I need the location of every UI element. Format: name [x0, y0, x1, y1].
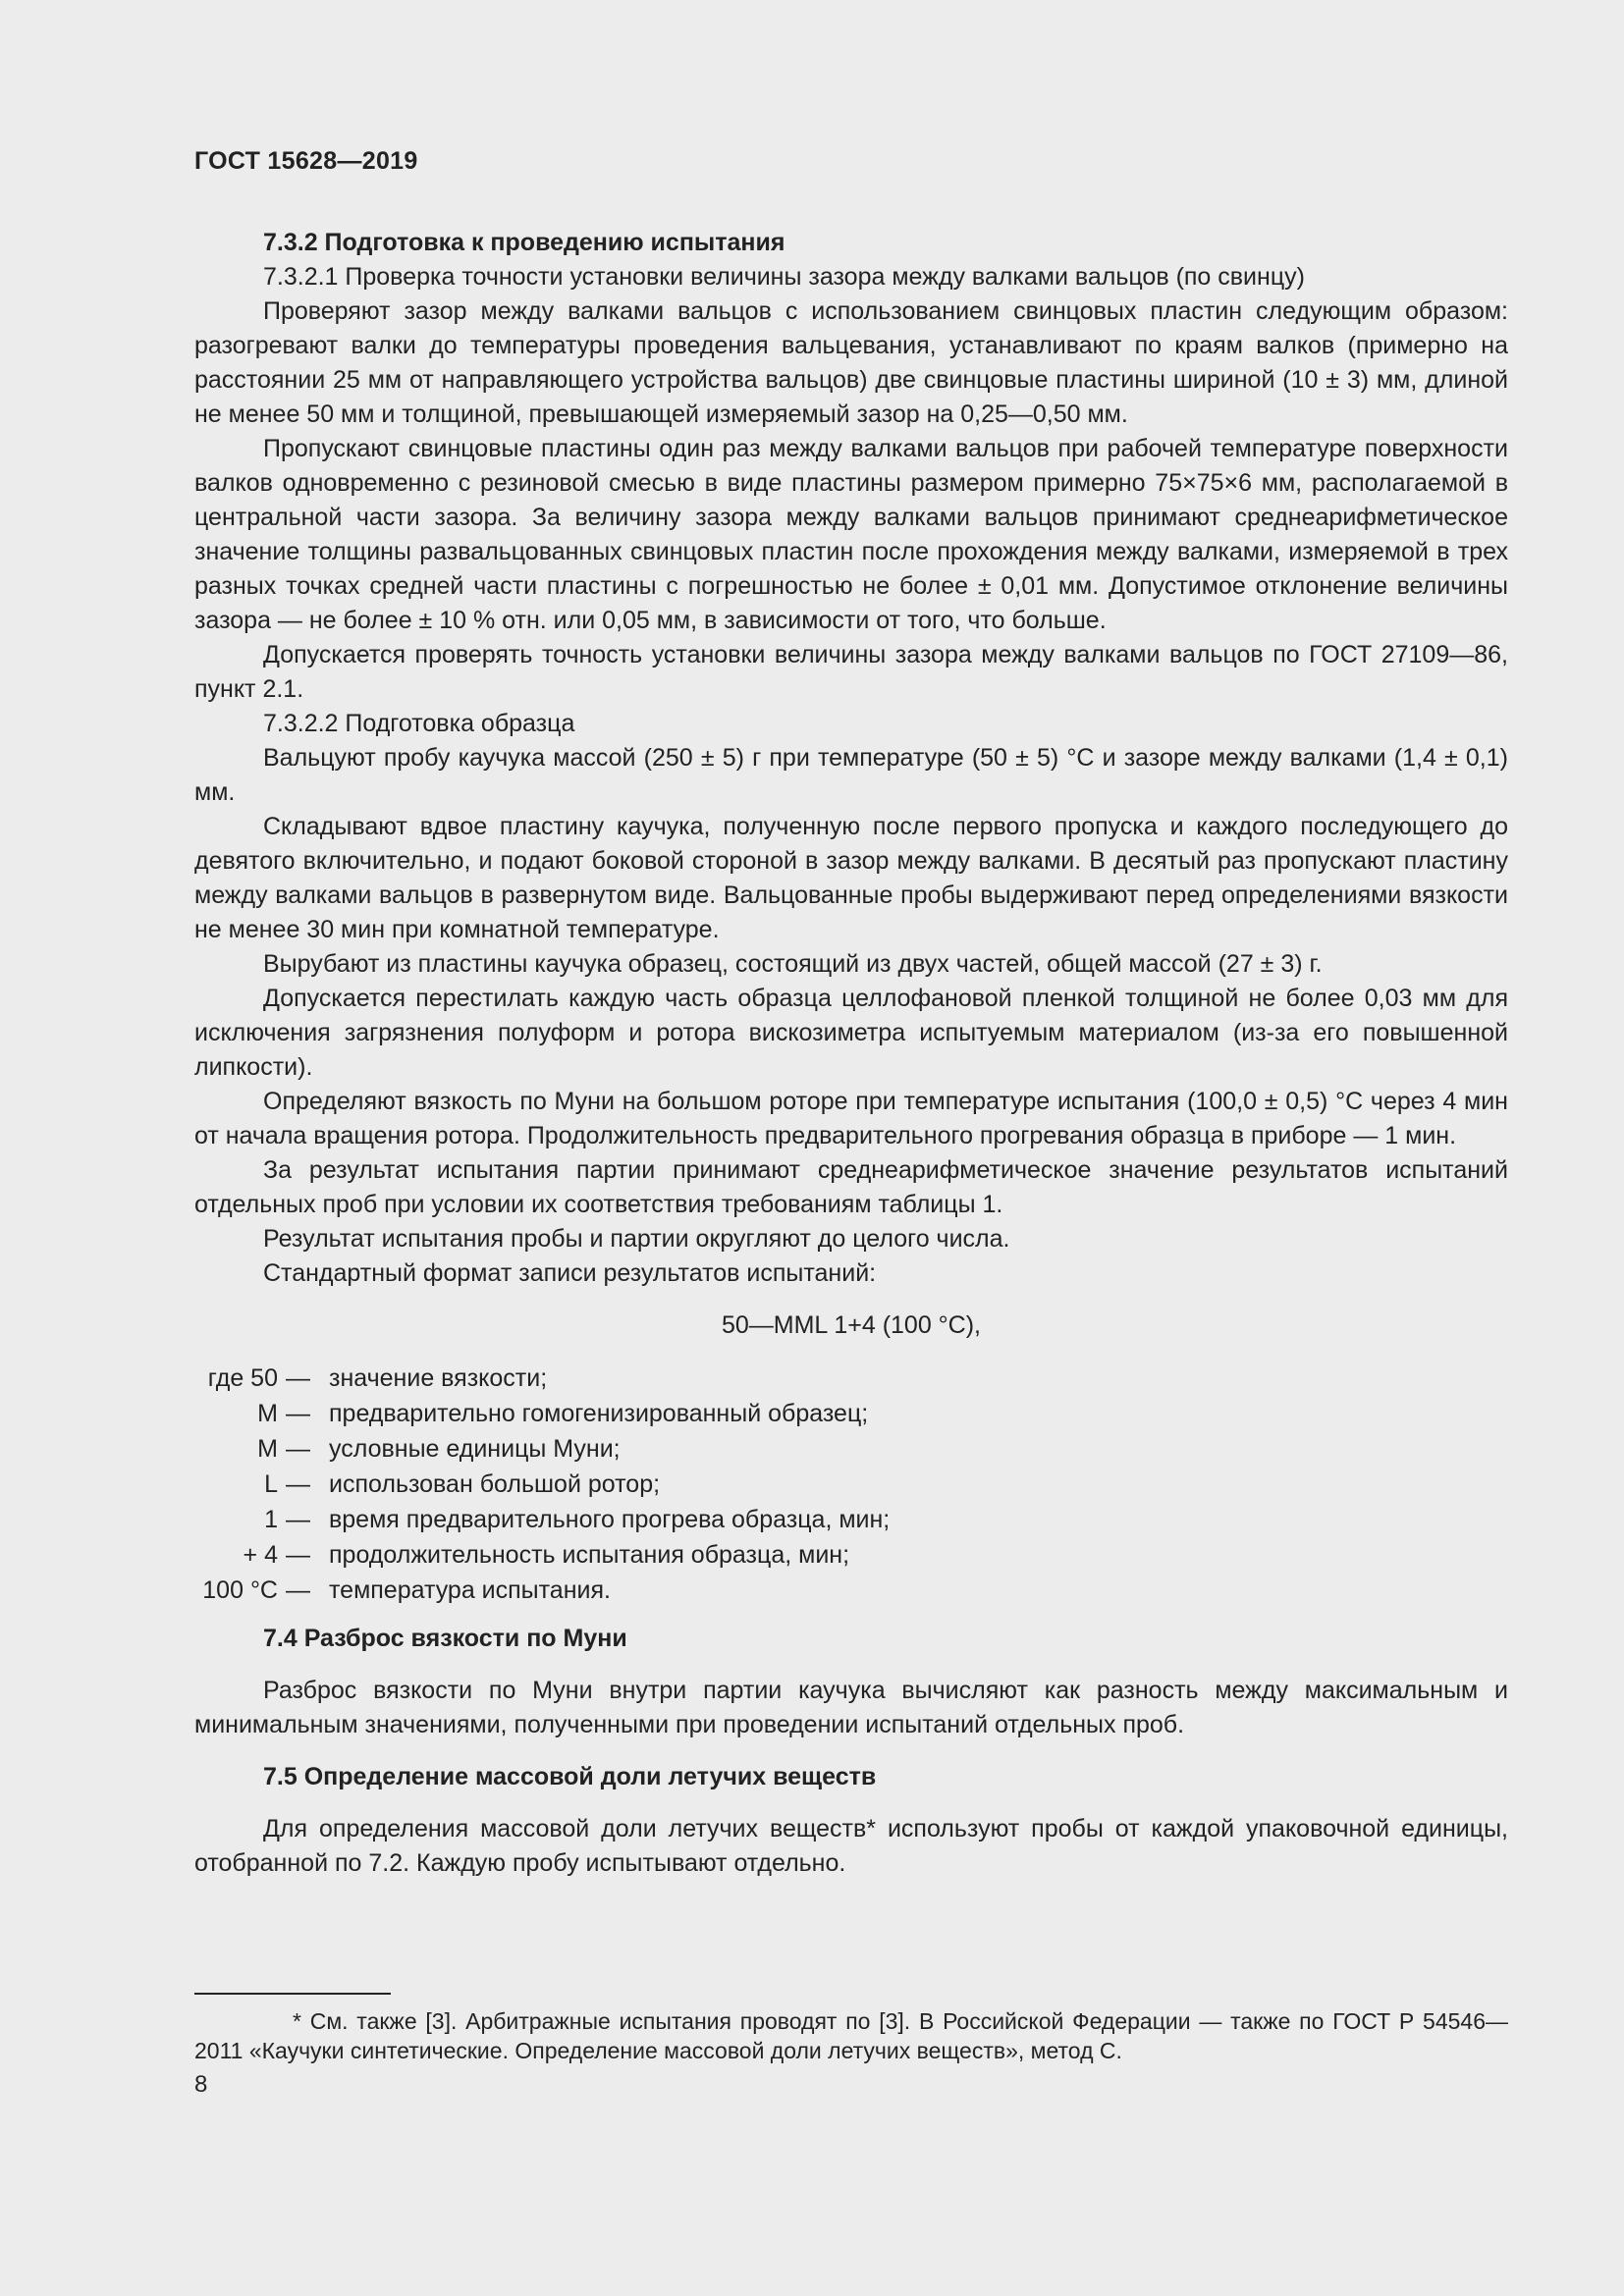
legend-dash: — [286, 1541, 310, 1569]
legend-description: время предварительного прогрева образца, мин; [329, 1506, 891, 1533]
paragraph: Вальцуют пробу каучука массой (250 ± 5) г при температуре (50 ± 5) °С и зазоре между валками (1,4 ± 0,1) мм. [194, 744, 1508, 806]
formula-legend [194, 1361, 1508, 1608]
legend-description: температура испытания. [329, 1576, 611, 1604]
paragraph: Допускается перестилать каждую часть образца целлофановой пленкой толщиной не более 0,03 мм для исключения загрязнения полуформ и ротора вискозиметра испытуемым материалом (из-за его повышенной липкости). [194, 985, 1508, 1081]
legend-dash: — [286, 1506, 310, 1533]
paragraph: Для определения массовой доли летучих веществ* используют пробы от каждой упаковочной единицы, отобранной по 7.2. Каждую пробу испытывают отдельно. [194, 1815, 1508, 1877]
section-heading-7-3-2: 7.3.2 Подготовка к проведению испытания [263, 229, 785, 256]
legend-dash: — [286, 1576, 310, 1604]
paragraph: Стандартный формат записи результатов испытаний: [263, 1259, 877, 1287]
paragraph: Определяют вязкость по Муни на большом роторе при температуре испытания (100,0 ± 0,5) °С через 4 мин от начала вращения ротора. Продолжительность предварительного прогревания образца в приборе — 1 мин. [194, 1088, 1508, 1149]
footnote-divider [194, 1993, 391, 1995]
legend-dash: — [286, 1400, 310, 1427]
paragraph: Вырубают из пластины каучука образец, состоящий из двух частей, общей массой (27 ± 3) г. [263, 950, 1323, 978]
legend-dash: — [286, 1364, 310, 1392]
legend-item [194, 1431, 1508, 1467]
document-header: ГОСТ 15628—2019 [194, 147, 418, 175]
subsection-heading-7-3-2-2: 7.3.2.2 Подготовка образца [263, 710, 575, 737]
footnote-text: * См. также [3]. Арбитражные испытания проводят по [3]. В Российской Федерации — также по ГОСТ Р 54546—2011 «Каучуки синтетические. Определение массовой доли летучих веществ», метод С. [194, 2008, 1508, 2063]
legend-description: значение вязкости; [329, 1364, 548, 1392]
result-format-formula: 50—MML 1+4 (100 °С), [721, 1311, 982, 1339]
section-heading-7-5: 7.5 Определение массовой доли летучих веществ [263, 1763, 877, 1790]
legend-item [194, 1573, 1508, 1608]
legend-symbol: где 50 [207, 1364, 278, 1392]
legend-dash: — [286, 1470, 310, 1498]
subsection-heading-7-3-2-1: 7.3.2.1 Проверка точности установки величины зазора между валками вальцов (по свинцу) [263, 263, 1305, 291]
legend-item [194, 1502, 1508, 1537]
paragraph: Проверяют зазор между валками вальцов с использованием свинцовых пластин следующим образом: разогревают валки до температуры проведения вальцевания, устанавливают по краям валков (примерно на расстоянии 25 мм от направляющего устройства вальцов) две свинцовые пластины шириной (10 ± 3) мм, длиной не менее 50 мм и толщиной, превышающей измеряемый зазор на 0,25—0,50 мм. [194, 297, 1508, 428]
paragraph: Допускается проверять точность установки величины зазора между валками вальцов по ГОСТ 27109—86, пункт 2.1. [194, 641, 1508, 703]
legend-symbol: M [257, 1435, 278, 1463]
paragraph: За результат испытания партии принимают среднеарифметическое значение результатов испытаний отдельных проб при условии их соответствия требованиям таблицы 1. [194, 1156, 1508, 1218]
legend-item [194, 1396, 1508, 1431]
legend-symbol: 100 °С [202, 1576, 278, 1604]
legend-symbol: M [257, 1400, 278, 1427]
legend-description: предварительно гомогенизированный образец; [329, 1400, 869, 1427]
paragraph: Результат испытания пробы и партии округляют до целого числа. [263, 1225, 1010, 1253]
legend-symbol: + 4 [243, 1541, 278, 1569]
paragraph: Разброс вязкости по Муни внутри партии каучука вычисляют как разность между максимальным и минимальным значениями, полученными при проведении испытаний отдельных проб. [194, 1677, 1508, 1738]
paragraph: Складывают вдвое пластину каучука, полученную после первого пропуска и каждого последующего до девятого включительно, и подают боковой стороной в зазор между валками. В десятый раз пропускают пластину между валками вальцов в развернутом виде. Вальцованные пробы выдерживают перед определениями вязкости не менее 30 мин при комнатной температуре. [194, 813, 1508, 943]
legend-symbol: L [264, 1470, 278, 1498]
footnote [194, 2006, 1508, 2065]
section-heading-7-4: 7.4 Разброс вязкости по Муни [263, 1625, 627, 1652]
legend-description: условные единицы Муни; [329, 1435, 621, 1463]
page-number: 8 [194, 2071, 208, 2098]
legend-description: использован большой ротор; [329, 1470, 661, 1498]
document-body [194, 226, 1508, 1881]
legend-symbol: 1 [264, 1506, 278, 1533]
legend-item [194, 1467, 1508, 1502]
legend-dash: — [286, 1435, 310, 1463]
legend-item [194, 1537, 1508, 1573]
paragraph: Пропускают свинцовые пластины один раз между валками вальцов при рабочей температуре поверхности валков одновременно с резиновой смесью в виде пластины размером примерно 75×75×6 мм, располагаемой в центральной части зазора. За величину зазора между валками вальцов принимают среднеарифметическое значение толщины развальцованных свинцовых пластин после прохождения между валками, измеряемой в трех разных точках средней части пластины с погрешностью не более ± 0,01 мм. Допустимое отклонение величины зазора — не более ± 10 % отн. или 0,05 мм, в зависимости от того, что больше. [194, 435, 1508, 634]
legend-description: продолжительность испытания образца, мин; [329, 1541, 850, 1569]
legend-item [194, 1361, 1508, 1396]
